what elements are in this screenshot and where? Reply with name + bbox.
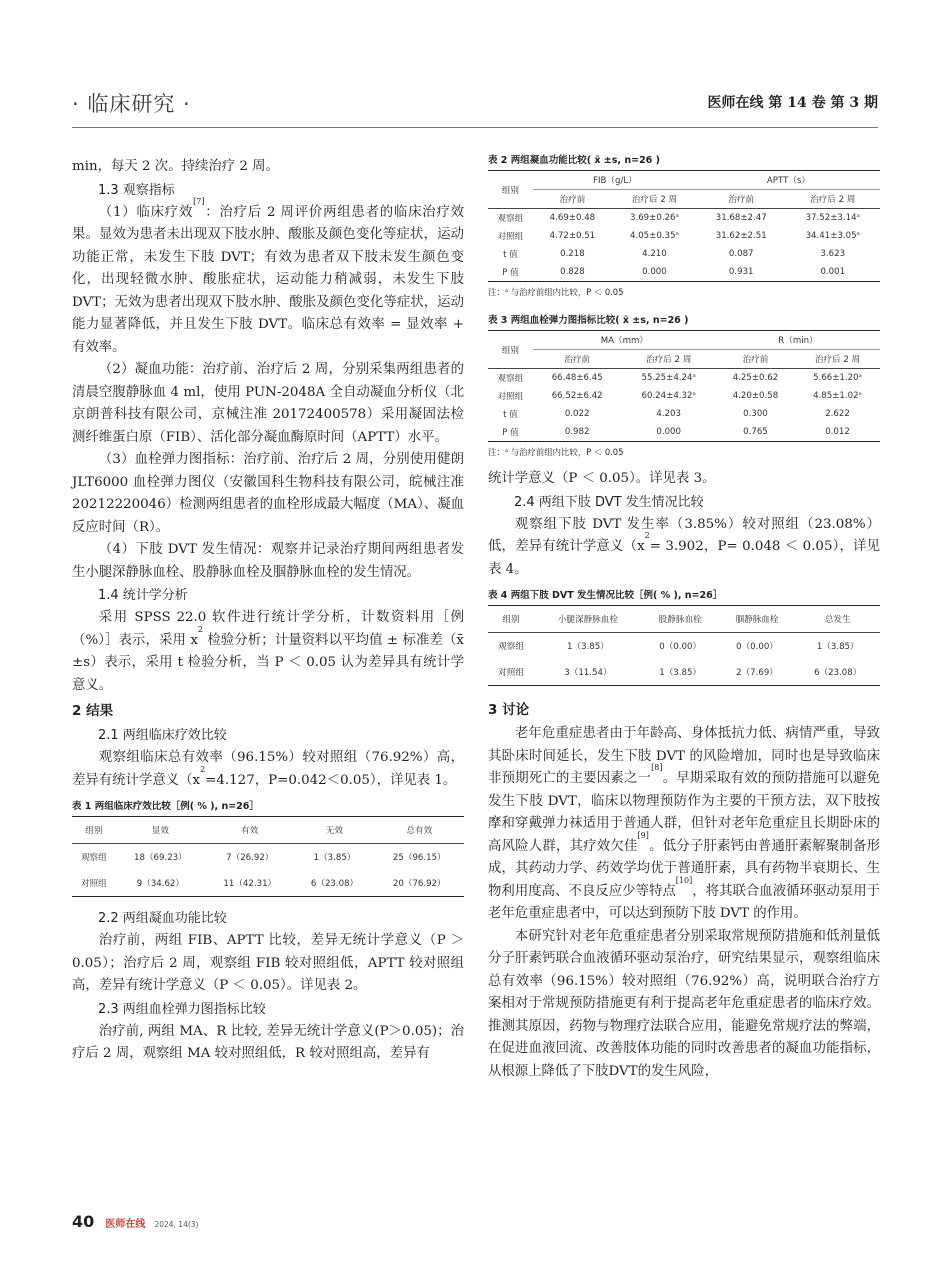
paragraph: （3）血栓弹力图指标：治疗前、治疗后 2 周，分别使用健朗 JLT6000 血栓弹力图仪（安徽国科生物科技有限公司，皖械注准 20212220046）检测两组患者的血栓形成最大幅度（MA）、凝血反应时间（R）。: [72, 452, 464, 535]
table-cell: 5.66±1.20ᵃ: [813, 373, 862, 383]
table-header: 组别: [488, 606, 534, 633]
table-cell: 1（3.85）: [567, 642, 609, 652]
table-row: [488, 659, 880, 686]
table3-caption: 表 3 两组血栓弹力图指标比较( x̄ ±s, n=26 ): [488, 315, 689, 326]
table-cell: 0.982: [564, 427, 590, 437]
table-cell: 0.001: [820, 267, 846, 277]
table-cell: 25（96.15）: [392, 853, 446, 863]
heading-3: 3 讨论: [488, 702, 530, 718]
table-cell: 观察组: [497, 214, 524, 224]
table-cell: 4.72±0.51: [549, 231, 596, 241]
table-header: 小腿深静脉血栓: [534, 606, 642, 633]
heading-2-3: 2.3 两组血栓弹力图指标比较: [98, 1001, 266, 1017]
table-cell: 0.000: [642, 267, 667, 277]
table-cell: 9（34.62）: [136, 879, 185, 889]
table-cell: t 值: [503, 410, 518, 420]
table-cell: 20（76.92）: [392, 879, 446, 889]
table-cell: 观察组: [498, 642, 524, 652]
journal-logo: 医师在线: [105, 1219, 146, 1230]
page-number: 40: [72, 1212, 95, 1231]
table-cell: 55.25±4.24ᵃ: [641, 373, 696, 383]
citation: [8]: [651, 763, 663, 772]
table-header: 总发生: [795, 606, 880, 633]
text: =4.127，P=0.042＜0.05），详见表 1。: [205, 772, 457, 788]
table-cell: 60.24±4.32ᵃ: [641, 391, 696, 401]
table-row: [488, 245, 880, 263]
table-cell: 2.622: [825, 409, 850, 419]
table-header: 有效: [205, 817, 294, 844]
superscript: 2: [197, 624, 203, 634]
heading-1-4: 1.4 统计学分析: [98, 588, 188, 603]
table-cell: 18（69.23）: [134, 853, 187, 863]
text: 采用 SPSS 22.0 软件进行统计学分析，计数资料用［例（%）］表示，采用 x: [72, 610, 464, 648]
table-header: R（min）: [716, 331, 880, 350]
table-header: 总有效: [375, 817, 464, 844]
table-cell: 对照组: [498, 668, 524, 678]
text: （1）临床疗效: [98, 204, 194, 220]
paragraph: [488, 723, 880, 926]
heading-1-3: 1.3 观察指标: [98, 182, 175, 198]
paragraph: [72, 196, 464, 360]
table-header: 治疗前: [716, 350, 795, 369]
page-footer: [72, 1212, 198, 1231]
table3-note: 注：ᵃ 与治疗前组内比较，P ＜ 0.05: [488, 447, 624, 457]
journal-info: 医师在线 第 14 卷 第 3 期: [707, 95, 878, 111]
table-cell: 66.48±6.45: [551, 373, 603, 383]
table-cell: 31.62±2.51: [715, 231, 767, 241]
text: ：治疗后 2 周评价两组患者的临床治疗效果。显效为患者未出现双下肢水肿、酸胀及颜色变化等症状，运动功能正常，未发生下肢 DVT；有效为患者双下肢未发生颜色变化，出现轻微水肿、酸胀症状，运动能力稍减弱，未发生下肢 DVT；无效为患者出现双下肢水肿、酸胀及颜色变化等症状，运动能力显著降低，并且发生下肢 DVT。临床总有效率 = 显效率 + 有效率。: [72, 204, 464, 355]
table2: [488, 170, 880, 282]
table-cell: 0.087: [728, 249, 754, 259]
table-header: MA（mm）: [533, 331, 716, 350]
table-header: 组别: [488, 171, 533, 209]
table-header: 治疗前: [697, 190, 786, 209]
table-cell: 11（42.31）: [223, 879, 277, 889]
table3: [488, 330, 880, 442]
table-cell: 3（11.54）: [564, 668, 612, 678]
table-cell: 37.52±3.14ᵃ: [805, 213, 860, 223]
paragraph: [72, 607, 464, 697]
citation: [9]: [637, 830, 649, 840]
table-cell: 34.41±3.05ᵃ: [805, 231, 860, 241]
paragraph: 治疗前，两组 FIB、APTT 比较，差异无统计学意义（P ＞ 0.05）；治疗后 2 周，观察组 FIB 较对照组低，APTT 较对照组高，差异有统计学意义（P ＜ 0.05）。详见表 2。: [72, 933, 464, 993]
text: 。早期采取有效的预防措施可以避免发生下肢 DVT，临床以物理预防作为主要的干预方法，双下肢按摩和穿戴弹力袜适用于普通人群，但针对老年危重症且长期卧床的高风险人群，其疗效欠佳: [488, 771, 881, 854]
table-header: FIB（g/L）: [533, 171, 697, 190]
table-cell: 6（23.08）: [814, 668, 862, 678]
table-cell: 0.828: [560, 267, 585, 277]
heading-2-2: 2.2 两组凝血功能比较: [98, 911, 227, 926]
text: 。低分子肝素钙由普通肝素解聚制备形成，其药动力学、药效学均优于普通肝素，具有药物半衰期长、生物利用度高、不良反应少等特点: [488, 838, 881, 899]
table4: [488, 605, 880, 686]
table-header: 组别: [72, 817, 116, 844]
table-cell: 4.203: [656, 409, 681, 419]
table-row: [488, 227, 880, 245]
paragraph: 统计学意义（P ＜ 0.05）。详见表 3。: [488, 471, 716, 486]
table1: [72, 816, 464, 897]
text: 检验分析；计量资料以平均值 ± 标准差（x̄ ±s）表示，采用 t 检验分析，当 P ＜ 0.05 认为差异具有统计学意义。: [72, 632, 464, 693]
paragraph: （4）下肢 DVT 发生情况：观察并记录治疗期间两组患者发生小腿深静脉血栓、股静脉血栓及腘静脉血栓的发生情况。: [72, 542, 464, 580]
table-header: 无效: [294, 817, 374, 844]
table-header: 治疗后 2 周: [786, 190, 880, 209]
table-row: [488, 423, 880, 442]
table2-caption: 表 2 两组凝血功能比较( x̄ ±s, n=26 ): [488, 155, 660, 166]
table-header: 显效: [116, 817, 205, 844]
paragraph: 本研究针对老年危重症患者分别采取常规预防措施和低剂量低分子肝素钙联合血液循环驱动泵治疗，研究结果显示，观察组临床总有效率（96.15%）较对照组（76.92%）高，说明联合治疗方案相对于常规预防措施更有利于提高老年危重症患者的临床疗效。推测其原因，药物与物理疗法联合应用，能避免常规疗法的弊端，在促进血液回流、改善肢体功能的同时改善患者的凝血功能指标，从根源上降低了下肢DVT的发生风险，: [488, 928, 880, 1079]
table-header: APTT（s）: [697, 171, 880, 190]
table-cell: 0.012: [825, 427, 850, 437]
right-column: [488, 152, 880, 1083]
heading-2-4: 2.4 两组下肢 DVT 发生情况比较: [514, 494, 704, 510]
paragraph: [72, 747, 464, 792]
table4-caption: 表 4 两组下肢 DVT 发生情况比较［例( % ), n=26］: [488, 590, 723, 601]
table-header: 组别: [488, 331, 533, 369]
text: 观察组下肢 DVT 发生率（3.85%）较对照组（23.08%）低，差异有统计学意义（x: [488, 516, 880, 554]
paragraph: min，每天 2 次。持续治疗 2 周。: [72, 159, 279, 174]
text: ，将其联合血液循环驱动泵用于老年危重症患者中，可以达到预防下肢 DVT 的作用。: [488, 883, 881, 921]
table-cell: 31.68±2.47: [715, 213, 767, 223]
table1-caption: 表 1 两组临床疗效比较［例( % ), n=26］: [72, 801, 259, 812]
table-row: [488, 369, 880, 388]
table-cell: P 值: [502, 428, 519, 438]
table-cell: 4.210: [642, 249, 667, 259]
superscript: 2: [644, 531, 650, 540]
table-row: [488, 387, 880, 405]
table-cell: 1（3.85）: [313, 853, 356, 863]
table-row: [72, 870, 464, 897]
citation: [10]: [675, 875, 693, 885]
header-rule: [72, 127, 878, 128]
table-cell: 对照组: [497, 392, 524, 402]
left-column: [72, 156, 464, 1066]
table-cell: 2（7.69）: [736, 668, 778, 678]
table-cell: 0（0.00）: [736, 642, 778, 652]
paragraph: （2）凝血功能：治疗前、治疗后 2 周，分别采集两组患者的清晨空腹静脉血 4 ml，使用 PUN-2048A 全自动凝血分析仪（北京朗普科技有限公司，京械注准 20172400578）采用凝固法检测纤维蛋白原（FIB）、活化部分凝血酶原时间（APTT）水平。: [72, 362, 464, 445]
table-header: 治疗前: [533, 350, 622, 369]
superscript: 2: [200, 764, 206, 774]
table-row: [72, 844, 464, 871]
paragraph: [488, 514, 880, 582]
table-row: [488, 633, 880, 660]
table-cell: 66.52±6.42: [551, 391, 603, 401]
table-cell: 6（23.08）: [310, 879, 359, 889]
heading-2: 2 结果: [72, 703, 114, 719]
section-label: · 临床研究 ·: [72, 92, 191, 116]
table-row: [488, 263, 880, 282]
issue-label: 2024, 14(3): [154, 1220, 199, 1229]
table-cell: 对照组: [80, 879, 107, 889]
table-header: 治疗后 2 周: [612, 190, 697, 209]
table-row: [488, 405, 880, 423]
table2-note: 注：ᵃ 与治疗前组内比较，P ＜ 0.05: [488, 287, 624, 297]
table-cell: 0.765: [743, 427, 768, 437]
table-cell: 4.05±0.35ᵃ: [630, 231, 679, 241]
table-cell: 4.85±1.02ᵃ: [813, 391, 862, 401]
table-cell: 对照组: [497, 232, 524, 242]
table-cell: 7（26.92）: [226, 853, 274, 863]
heading-2-1: 2.1 两组临床疗效比较: [98, 728, 227, 743]
table-cell: P 值: [502, 268, 519, 278]
paragraph: 治疗前, 两组 MA、R 比较, 差异无统计学意义(P＞0.05)；治疗后 2 周，观察组 MA 较对照组低，R 较对照组高，差异有: [72, 1023, 464, 1061]
table-cell: 4.69±0.48: [549, 213, 596, 223]
table-header: 腘静脉血栓: [719, 606, 796, 633]
table-cell: 观察组: [497, 374, 524, 384]
text: = 3.902，P= 0.048 ＜ 0.05），详见表 4。: [488, 539, 880, 577]
table-cell: 0.022: [564, 409, 590, 419]
text: 老年危重症患者由于年龄高、身体抵抗力低、病情严重，导致其卧床时间延长，发生下肢 DVT 的风险增加，同时也是导致临床非预期死亡的主要因素之一: [488, 726, 880, 786]
table-cell: 4.25±0.62: [732, 373, 779, 383]
table-cell: 3.623: [820, 249, 846, 259]
table-cell: 0（0.00）: [659, 642, 702, 652]
table-cell: 0.218: [560, 249, 585, 259]
table-cell: 3.69±0.26ᵃ: [630, 213, 679, 223]
table-cell: t 值: [503, 250, 518, 260]
citation: [7]: [193, 196, 205, 206]
table-cell: 0.300: [743, 409, 768, 419]
table-header: 股静脉血栓: [642, 606, 719, 633]
text: 观察组临床总有效率（96.15%）较对照组（76.92%）高，差异有统计学意义（x: [72, 750, 464, 788]
table-cell: 观察组: [80, 853, 107, 863]
table-cell: 0.000: [656, 427, 681, 437]
table-cell: 1（3.85）: [816, 642, 859, 652]
table-cell: 0.931: [728, 267, 754, 277]
table-row: [488, 209, 880, 228]
table-cell: 1（3.85）: [659, 668, 702, 678]
table-header: 治疗后 2 周: [795, 350, 880, 369]
table-header: 治疗后 2 周: [621, 350, 715, 369]
table-header: 治疗前: [533, 190, 612, 209]
table-cell: 4.20±0.58: [732, 391, 779, 401]
